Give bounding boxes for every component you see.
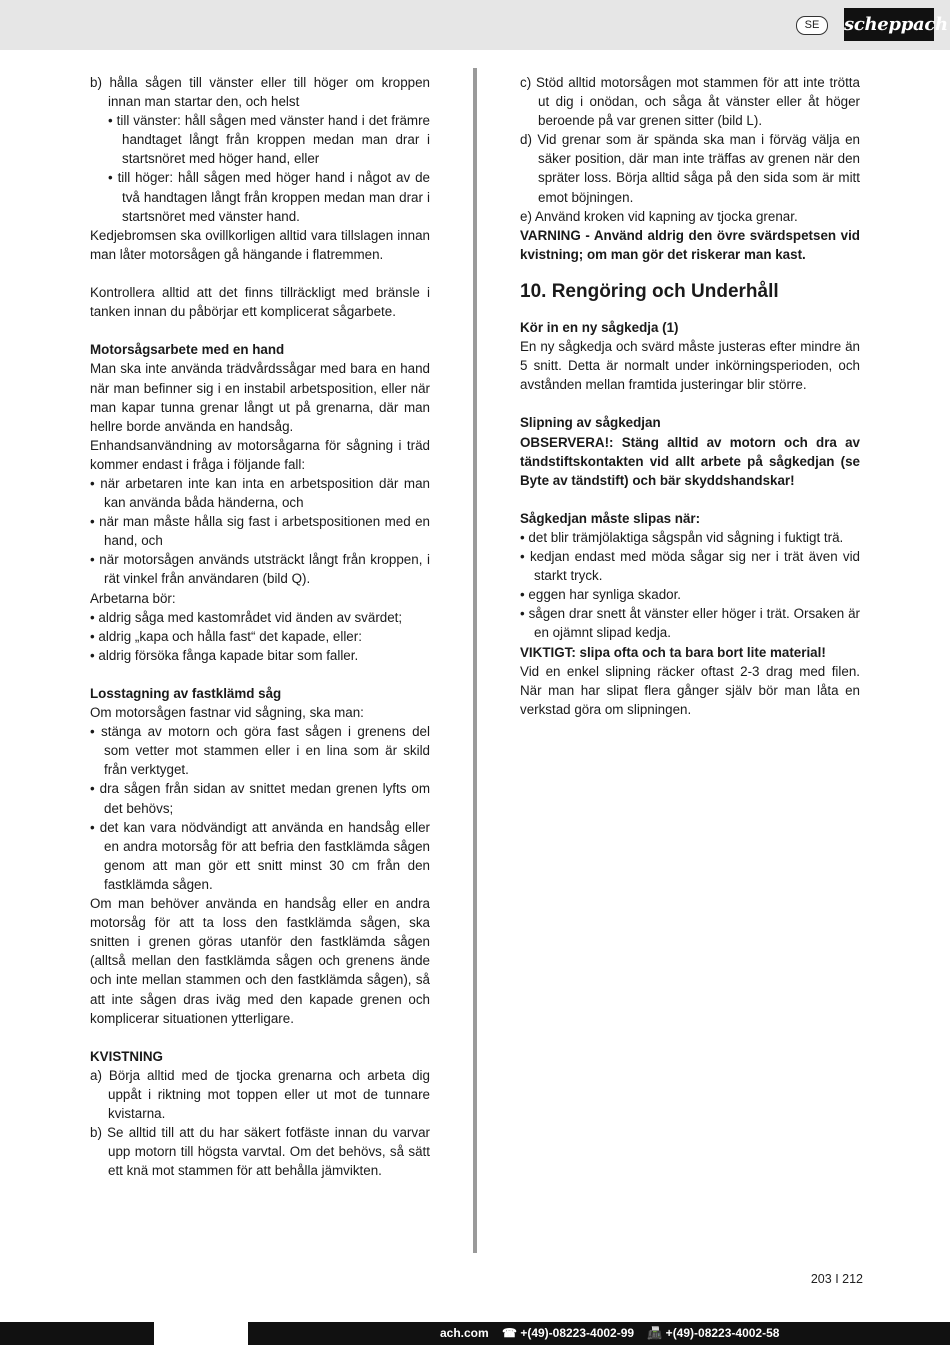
subheading: Losstagning av fastklämd såg bbox=[90, 686, 282, 701]
page-number: 203 I 212 bbox=[810, 1272, 863, 1286]
footer-website[interactable]: ach.com bbox=[440, 1326, 489, 1340]
list-item: • stänga av motorn och göra fast sågen i grenens del som vetter mot stammen eller i en lina som är skild från verktyget. bbox=[90, 724, 430, 778]
paragraph: Om motorsågen fastnar vid sågning, ska man: bbox=[90, 705, 364, 721]
paragraph: Arbetarna bör: bbox=[90, 590, 176, 606]
list-item: c) Stöd alltid motorsågen mot stammen för att inte trötta ut dig i onödan, och såga åt vänster eller åt höger beroende på var grenen sitter (bild L). bbox=[520, 75, 860, 129]
footer-contact bbox=[440, 1322, 779, 1345]
brand-logo: scheppach bbox=[844, 8, 934, 41]
list-item: d) Vid grenar som är spända ska man i förväg välja en säker position, där man inte träffas av grenen när den spräter loss. Börja alltid såga på den sida som är mitt emot böjningen. bbox=[520, 132, 860, 205]
observe-text: OBSERVERA!: Stäng alltid av motorn och dra av tändstiftskontakten vid allt arbete på sågkedjan (se Byte av tändstift) och bär skyddshandskar! bbox=[520, 434, 860, 488]
paragraph: Vid en enkel slipning räcker oftast 2-3 drag med filen. När man har slipat flera gånger själv bör man låta en verkstad göra om slipningen. bbox=[520, 663, 860, 717]
subheading: Kör in en ny sågkedja (1) bbox=[520, 319, 679, 335]
footer-phone: ☎ +(49)-08223-4002-99 bbox=[502, 1326, 635, 1340]
list-item: • när man måste hålla sig fast i arbetspositionen med en hand, och bbox=[90, 514, 430, 549]
paragraph: Om man behöver använda en handsåg eller en andra motorsåg för att ta loss den fastklämda sågen, ska snitten i grenen göras utanför den fastklämda sågen (alltså mellan den fastklämda sågen och grenens ände och inte mellan stammen och den fastklämda sågen), så att inte sågen dras iväg med den kapade grenen och komplicerar situationen ytterligare. bbox=[90, 896, 430, 1026]
paragraph: En ny sågkedja och svärd måste justeras efter mindre än 5 snitt. Detta är normalt under inkörningsperioden, och avstånden mellan framtida justeringar blir större. bbox=[520, 339, 860, 393]
left-column bbox=[90, 73, 430, 1180]
list-item: • när motorsågen används utsträckt långt från kroppen, i rät vinkel från användaren (bild Q). bbox=[90, 552, 430, 587]
paragraph: Kontrollera alltid att det finns tillräckligt med bränsle i tanken innan du påbörjar ett komplicerat sågarbete. bbox=[90, 285, 430, 320]
list-item: • aldrig försöka fånga kapade bitar som faller. bbox=[90, 647, 359, 663]
warning-text: VARNING - Använd aldrig den övre svärdspetsen vid kvistning; om man gör det riskerar man kast. bbox=[520, 227, 860, 262]
list-item: • dra sågen från sidan av snittet medan grenen lyfts om det behövs; bbox=[90, 781, 430, 816]
subheading: Slipning av sågkedjan bbox=[520, 415, 661, 431]
list-item: a) Börja alltid med de tjocka grenarna och arbeta dig uppåt i riktning mot toppen eller ut mot de tunnare kvistarna. bbox=[90, 1067, 430, 1122]
page-header bbox=[0, 0, 950, 50]
paragraph: Man ska inte använda trädvårdssågar med bara en hand när man befinner sig i en instabil arbetsposition, eller när man kapar tunna grenar långt ut på grenarna, där man hellre borde använda en handsåg. bbox=[90, 361, 430, 434]
important-text: VIKTIGT: slipa ofta och ta bara bort lite material! bbox=[520, 644, 826, 660]
list-item: • när arbetaren inte kan inta en arbetsposition där man kan använda båda händerna, och bbox=[90, 475, 430, 511]
list-item: • det blir trämjölaktiga sågspån vid sågning i fuktigt trä. bbox=[520, 529, 844, 545]
section-heading: 10. Rengöring och Underhåll bbox=[520, 280, 779, 302]
list-item: b) Se alltid till att du har säkert fotfäste innan du varvar upp motorn till högsta varvtal. Om det behövs, så sätt ett knä mot stammen för att behålla jämvikten. bbox=[90, 1125, 430, 1179]
list-item: b) hålla sågen till vänster eller till höger om kroppen innan man startar den, och helst bbox=[90, 75, 430, 110]
list-item: • eggen har synliga skador. bbox=[520, 587, 682, 603]
list-item: • kedjan endast med möda sågar sig ner i trät även vid starkt tryck. bbox=[520, 549, 860, 584]
paragraph: Enhandsanvändning av motorsågarna för sågning i träd kommer endast i fråga i följande fall: bbox=[90, 437, 430, 472]
paragraph: Kedjebromsen ska ovillkorligen alltid vara tillslagen innan man låter motorsågen gå hängande i flatremmen. bbox=[90, 227, 430, 262]
list-item: • det kan vara nödvändigt att använda en handsåg eller en andra motorsåg för att befria den fastklämda sågen genom att man gör ett snitt minst 30 cm från den fastklämda sågen. bbox=[90, 819, 430, 892]
footer-fax: 📠 +(49)-08223-4002-58 bbox=[647, 1326, 780, 1340]
list-item: • till höger: håll sågen med höger hand i något av de två handtagen långt från kroppen medan man drar i startsnöret med vänster hand. bbox=[108, 170, 430, 224]
subheading: Motorsågsarbete med en hand bbox=[90, 342, 285, 358]
page-footer bbox=[0, 1322, 950, 1345]
subheading: KVISTNING bbox=[90, 1048, 163, 1064]
column-divider bbox=[473, 68, 477, 1253]
list-item: • sågen drar snett åt vänster eller höger i trät. Orsaken är en ojämnt slipad kedja. bbox=[520, 606, 860, 641]
list-item: • aldrig „kapa och hålla fast“ det kapade, eller: bbox=[90, 628, 362, 644]
list-item: e) Använd kroken vid kapning av tjocka grenar. bbox=[520, 208, 798, 224]
subheading: Sågkedjan måste slipas när: bbox=[520, 510, 701, 526]
list-item: • aldrig såga med kastområdet vid änden av svärdet; bbox=[90, 609, 403, 625]
right-column bbox=[520, 73, 860, 719]
footer-block bbox=[154, 1322, 248, 1345]
list-item: • till vänster: håll sågen med vänster hand i det främre handtaget långt från kroppen medan man drar i startsnöret med höger hand, eller bbox=[108, 113, 430, 167]
language-badge: SE bbox=[796, 16, 828, 35]
